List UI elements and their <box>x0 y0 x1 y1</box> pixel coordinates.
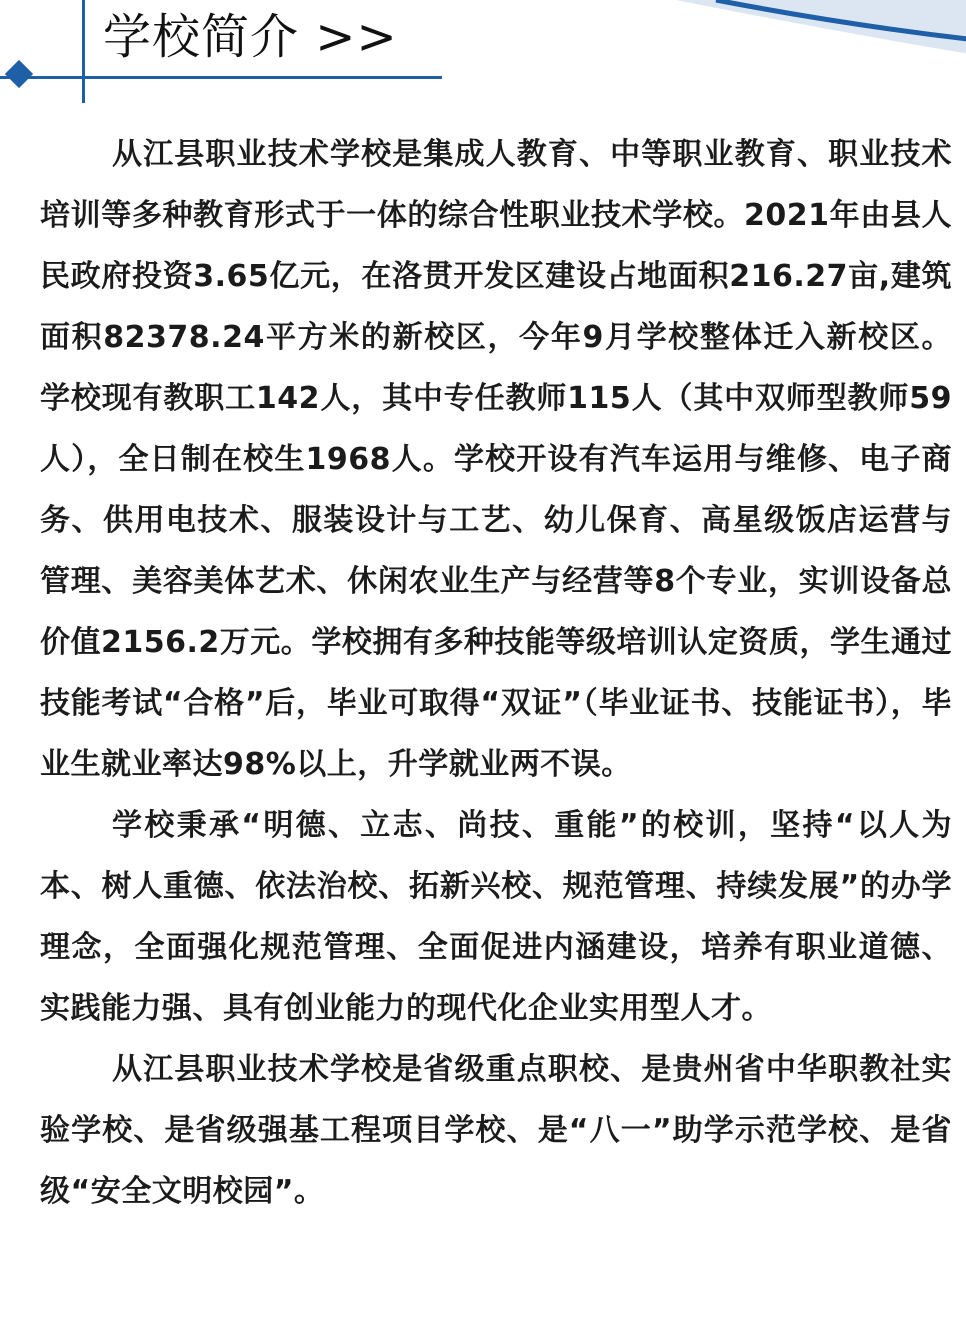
header-horizontal-rule <box>0 76 442 79</box>
section-title: 学校简介 >> <box>103 9 398 65</box>
paragraph-overview: 从江县职业技术学校是集成人教育、中等职业教育、职业技术培训等多种教育形式于一体的综合性职业技术学校。2021年由县人民政府投资3.65亿元，在洛贯开发区建设占地面积216.27亩,建筑面积82378.24平方米的新校区，今年9月学校整体迁入新校区。学校现有教职工142人，其中专任教师115人（其中双师型教师59人），全日制在校生1968人。学校开设有汽车运用与维修、电子商务、供用电技术、服装设计与工艺、幼儿保育、高星级饭店运营与管理、美容美体艺术、休闲农业生产与经营等8个专业，实训设备总价值2156.2万元。学校拥有多种技能等级培训认定资质，学生通过技能考试“合格”后，毕业可取得“双证”（毕业证书、技能证书），毕业生就业率达98%以上，升学就业两不误。 <box>40 137 952 782</box>
paragraph-honors: 从江县职业技术学校是省级重点职校、是贵州省中华职教社实验学校、是省级强基工程项目学校、是“八一”助学示范学校、是省级“安全文明校园”。 <box>40 1052 952 1209</box>
diamond-icon <box>5 60 33 88</box>
paragraph-philosophy: 学校秉承“明德、立志、尚技、重能”的校训，坚持“以人为本、树人重德、依法治校、拓新兴校、规范管理、持续发展”的办学理念，全面强化规范管理、全面促进内涵建设，培养有职业道德、实践能力强、具有创业能力的现代化企业实用型人才。 <box>40 808 952 1026</box>
article-body <box>40 124 952 1222</box>
corner-decoration <box>656 0 966 80</box>
header-vertical-rule <box>82 0 85 103</box>
